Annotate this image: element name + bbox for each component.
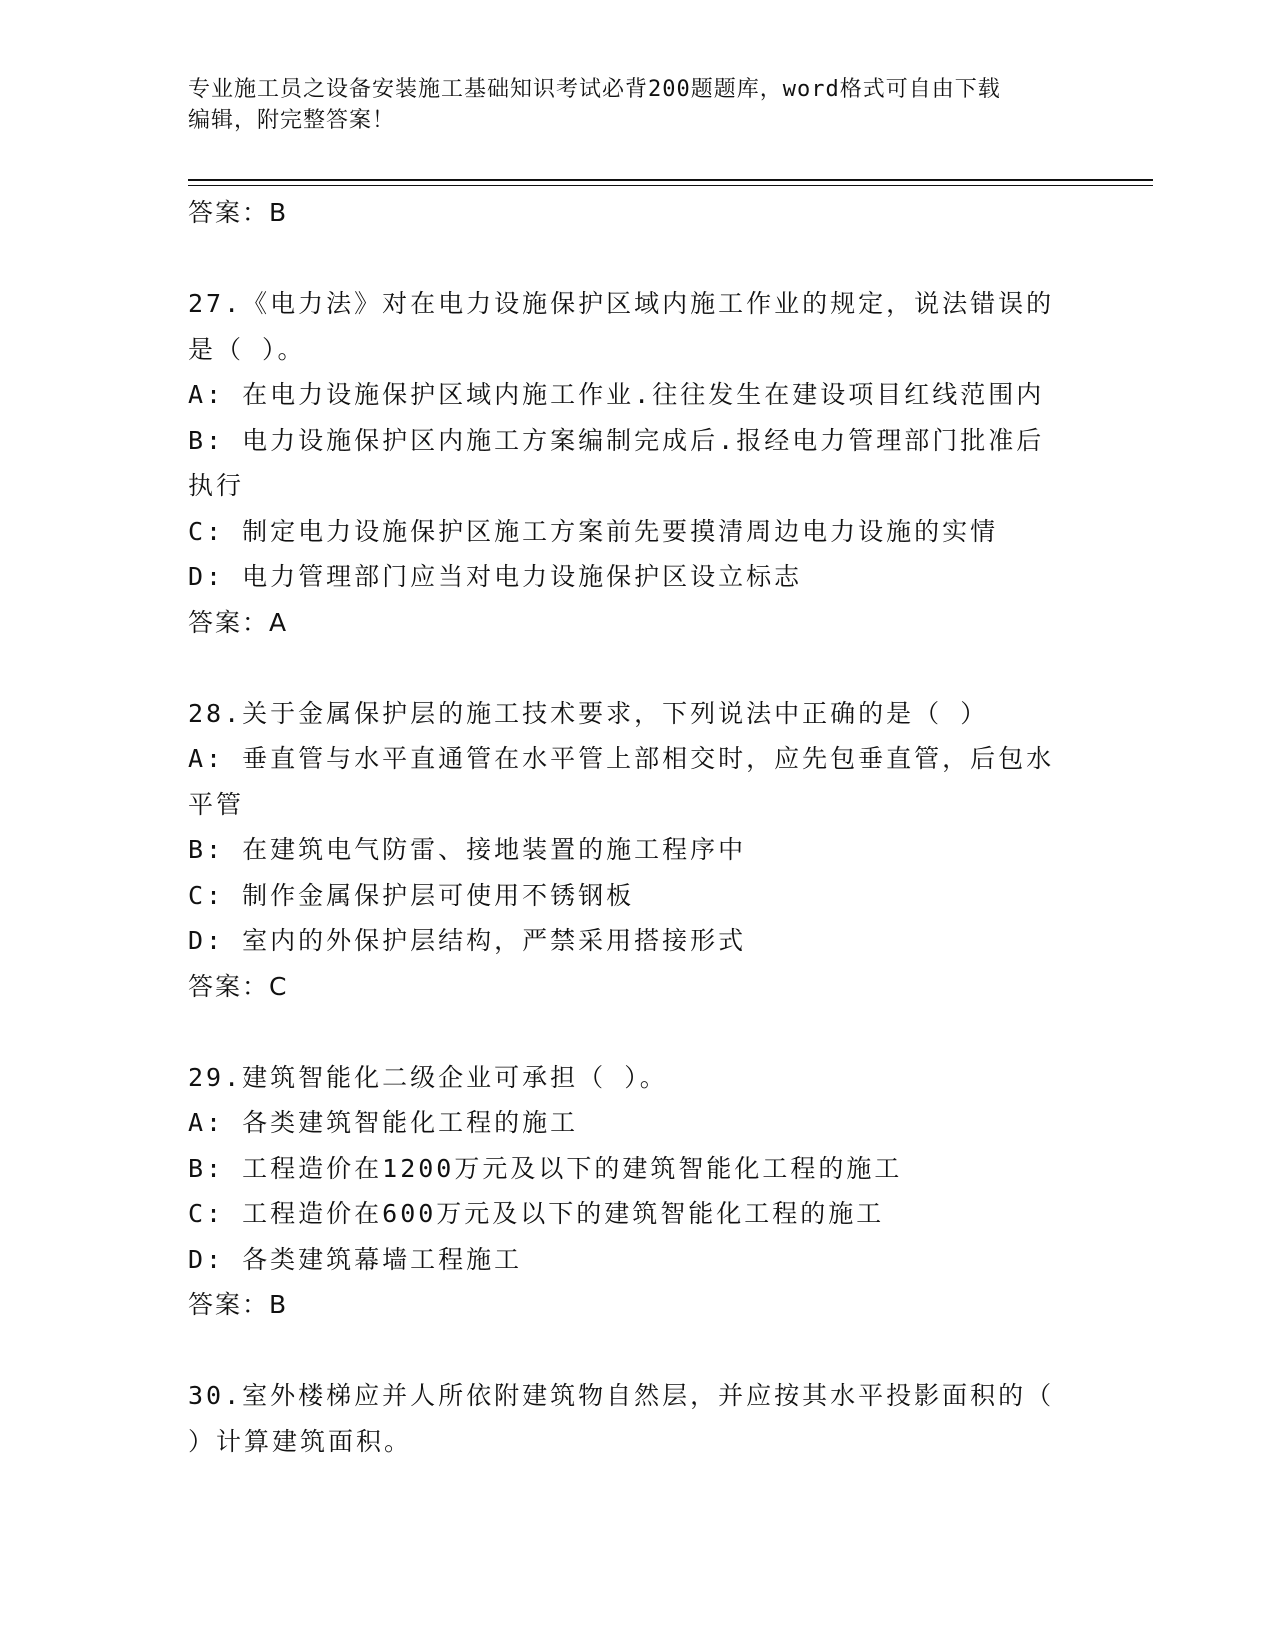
option-b: B: 工程造价在1200万元及以下的建筑智能化工程的施工 — [188, 1153, 903, 1183]
question-30 — [188, 1373, 1088, 1464]
question-list — [188, 190, 1088, 1464]
option-c: C: 制定电力设施保护区施工方案前先要摸清周边电力设施的实情 — [188, 516, 999, 546]
spacer — [188, 645, 1088, 691]
question-28 — [188, 691, 1088, 1010]
option-a: A: 在电力设施保护区域内施工作业.往往发生在建设项目红线范围内 — [188, 380, 1045, 409]
answer-label: 答案：C — [188, 971, 289, 1001]
spacer — [188, 1009, 1088, 1055]
option-c: C: 制作金属保护层可使用不锈钢板 — [188, 880, 635, 910]
option-a: A: 垂直管与水平直通管在水平管上部相交时，应先包垂直管，后包水 — [188, 744, 1055, 773]
header-rule-thick — [188, 179, 1153, 181]
option-a: A: 各类建筑智能化工程的施工 — [188, 1108, 579, 1137]
option-c: C: 工程造价在600万元及以下的建筑智能化工程的施工 — [188, 1199, 885, 1228]
question-stem: 29.建筑智能化二级企业可承担（ ）。 — [188, 1062, 668, 1092]
answer-label: 答案：A — [188, 607, 289, 637]
previous-answer: 答案：B — [188, 198, 289, 227]
header-rule-thin — [188, 185, 1153, 186]
option-d: D: 室内的外保护层结构，严禁采用搭接形式 — [188, 926, 747, 955]
option-b: B: 电力设施保护区内施工方案编制完成后.报经电力管理部门批准后 — [188, 425, 1045, 455]
question-29 — [188, 1055, 1088, 1328]
option-b-continued: 执行 — [188, 471, 245, 500]
option-b: B: 在建筑电气防雷、接地装置的施工程序中 — [188, 835, 747, 864]
question-stem: ）计算建筑面积。 — [188, 1426, 413, 1456]
question-stem: 是（ ）。 — [188, 334, 306, 364]
header-title-line-1: 专业施工员之设备安装施工基础知识考试必背200题题库，word格式可自由下载 — [188, 77, 1001, 102]
option-d: D: 各类建筑幕墙工程施工 — [188, 1244, 523, 1274]
option-d: D: 电力管理部门应当对电力设施保护区设立标志 — [188, 562, 803, 591]
answer-label: 答案：B — [188, 1290, 289, 1319]
question-stem: 28.关于金属保护层的施工技术要求，下列说法中正确的是（ ） — [188, 698, 989, 728]
spacer — [188, 1328, 1088, 1374]
spacer — [188, 236, 1088, 282]
question-stem: 27.《电力法》对在电力设施保护区域内施工作业的规定，说法错误的 — [188, 289, 1055, 318]
question-stem: 30.室外楼梯应并人所依附建筑物自然层，并应按其水平投影面积的（ — [188, 1381, 1055, 1410]
option-a-continued: 平管 — [188, 789, 245, 819]
document-header — [188, 74, 1068, 136]
question-27 — [188, 281, 1088, 645]
header-title-line-2: 编辑，附完整答案！ — [188, 108, 396, 133]
